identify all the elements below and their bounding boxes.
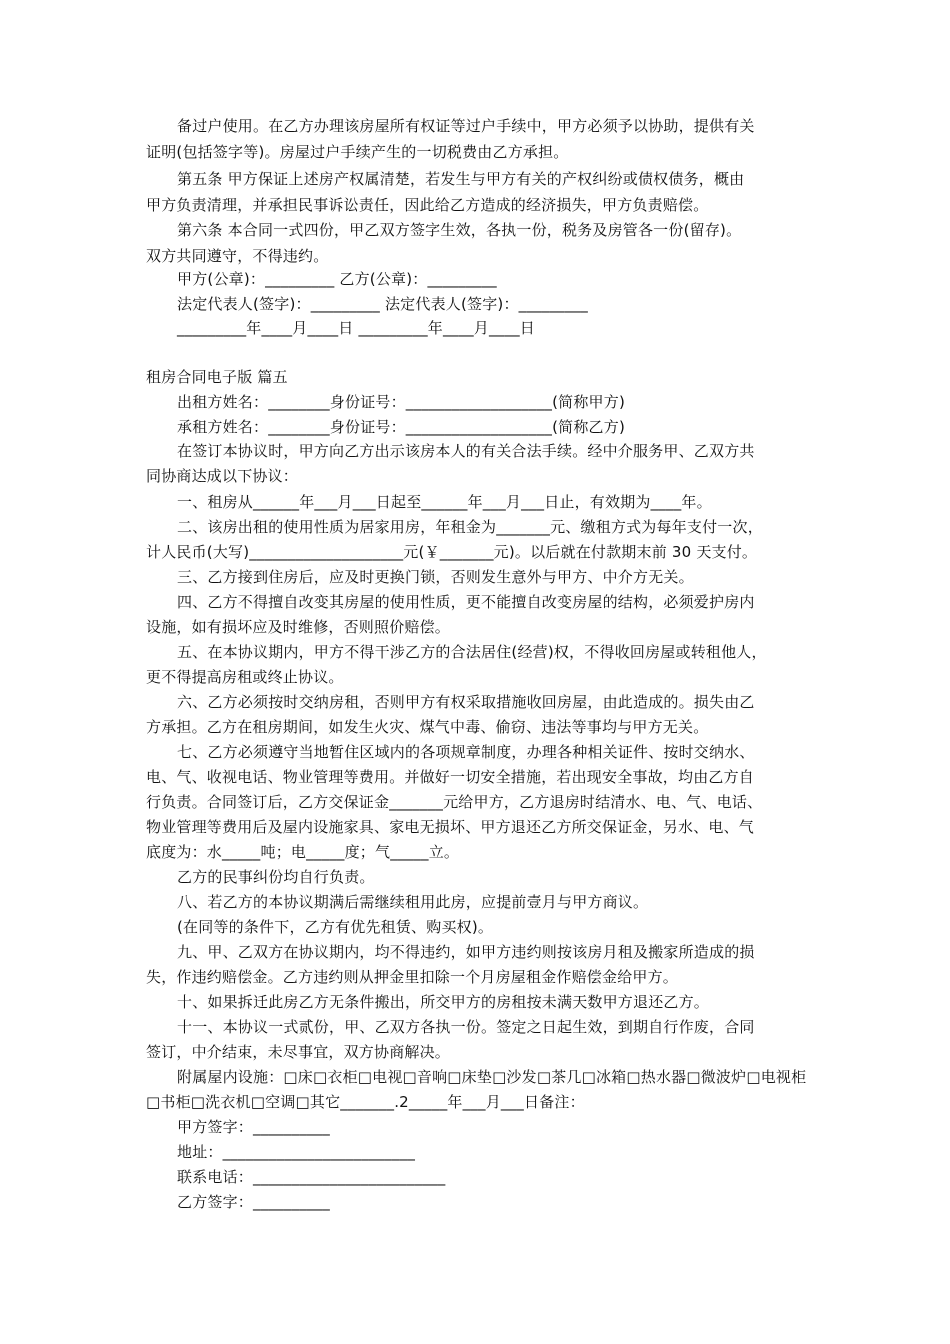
text-line: 证明(包括签字等)。房屋过户手续产生的一切税费由乙方承担。 xyxy=(146,143,569,161)
clause-line: 十一、本协议一式贰份，甲、乙双方各执一份。签定之日起生效，到期自行作废，合同 xyxy=(177,1018,755,1036)
text-line: 第六条 本合同一式四份，甲乙双方签字生效，各执一份，税务及房管各一份(留存)。 xyxy=(177,221,742,239)
text-line: 计人民币(大写)____________________元(￥_______元)。以后就在付款期末前 30 天支付。 xyxy=(146,543,758,561)
text-line: 备过户使用。在乙方办理该房屋所有权证等过户手续中，甲方必须予以协助，提供有关 xyxy=(177,117,755,135)
date-line: _________年____月____日 _________年____月____日 xyxy=(177,319,535,337)
text-line: 失，作违约赔偿金。乙方违约则从押金里扣除一个月房屋租金作赔偿金给甲方。 xyxy=(146,968,679,986)
text-line: 电、气、收视电话、物业管理等费用。并做好一切安全措施，若出现安全事故，均由乙方自 xyxy=(146,768,755,786)
text-line: 底度为：水_____吨；电_____度；气_____立。 xyxy=(146,843,460,861)
signature-line: 甲方(公章)：_________ 乙方(公章)：_________ xyxy=(177,270,497,288)
text-line: 物业管理等费用后及屋内设施家具、家电无损坏、甲方退还乙方所交保证金，另水、电、气 xyxy=(146,818,755,836)
facilities-line: □书柜□洗衣机□空调□其它_______.2_____年___月___日备注： xyxy=(146,1093,585,1111)
clause-line: 三、乙方接到住房后，应及时更换门锁，否则发生意外与甲方、中介方无关。 xyxy=(177,568,694,586)
text-line: 甲方负责清理，并承担民事诉讼责任，因此给乙方造成的经济损失，甲方负责赔偿。 xyxy=(146,196,709,214)
signature-line: 法定代表人(签字)：_________ 法定代表人(签字)：_________ xyxy=(177,295,588,313)
text-line: 同协商达成以下协议： xyxy=(146,467,299,485)
text-line: (在同等的条件下，乙方有优先租赁、购买权)。 xyxy=(177,918,494,936)
clause-line: 五、在本协议期内，甲方不得干涉乙方的合法居住(经营)权，不得收回房屋或转租他人， xyxy=(177,643,767,661)
signature-line: 乙方签字：__________ xyxy=(177,1193,331,1211)
phone-line: 联系电话：_________________________ xyxy=(177,1168,446,1186)
clause-line: 九、甲、乙双方在协议期内，均不得违约，如甲方违约则按该房月租及搬家所造成的损 xyxy=(177,943,755,961)
clause-line: 六、乙方必须按时交纳房租，否则甲方有权采取措施收回房屋，由此造成的。损失由乙 xyxy=(177,693,755,711)
text-line: 设施，如有损坏应及时维修，否则照价赔偿。 xyxy=(146,618,451,636)
text-line: 行负责。合同签订后，乙方交保证金_______元给甲方，乙方退房时结清水、电、气、电话、 xyxy=(146,793,763,811)
facilities-line: 附属屋内设施：□床□衣柜□电视□音响□床垫□沙发□茶几□冰箱□热水器□微波炉□电视柜 xyxy=(177,1068,807,1086)
text-line: 在签订本协议时，甲方向乙方出示该房本人的有关合法手续。经中介服务甲、乙双方共 xyxy=(177,442,755,460)
clause-line: 七、乙方必须遵守当地暂住区域内的各项规章制度，办理各种相关证件、按时交纳水、 xyxy=(177,743,755,761)
signature-line: 甲方签字：__________ xyxy=(177,1118,331,1136)
party-line: 出租方姓名：________身份证号：___________________(简称甲方) xyxy=(177,393,626,411)
party-line: 承租方姓名：________身份证号：___________________(简称乙方) xyxy=(177,418,626,436)
text-line: 乙方的民事纠份均自行负责。 xyxy=(177,868,375,886)
text-line: 方承担。乙方在租房期间，如发生火灾、煤气中毒、偷窃、违法等事均与甲方无关。 xyxy=(146,718,709,736)
clause-line: 八、若乙方的本协议期满后需继续租用此房，应提前壹月与甲方商议。 xyxy=(177,893,649,911)
text-line: 更不得提高房租或终止协议。 xyxy=(146,668,344,686)
clause-line: 一、租房从______年___月___日起至______年___月___日止，有效期为____年。 xyxy=(177,493,712,511)
text-line: 双方共同遵守，不得违约。 xyxy=(146,247,329,265)
clause-line: 四、乙方不得擅自改变其房屋的使用性质，更不能擅自改变房屋的结构，必须爱护房内 xyxy=(177,593,755,611)
address-line: 地址：_________________________ xyxy=(177,1143,416,1161)
clause-line: 二、该房出租的使用性质为居家用房，年租金为_______元、缴租方式为每年支付一次， xyxy=(177,518,763,536)
section-title: 租房合同电子版 篇五 xyxy=(146,368,288,386)
text-line: 第五条 甲方保证上述房产权属清楚，若发生与甲方有关的产权纠纷或债权债务，概由 xyxy=(177,170,745,188)
text-line: 签订，中介结束，未尽事宜，双方协商解决。 xyxy=(146,1043,451,1061)
clause-line: 十、如果拆迁此房乙方无条件搬出，所交甲方的房租按未满天数甲方退还乙方。 xyxy=(177,993,710,1011)
